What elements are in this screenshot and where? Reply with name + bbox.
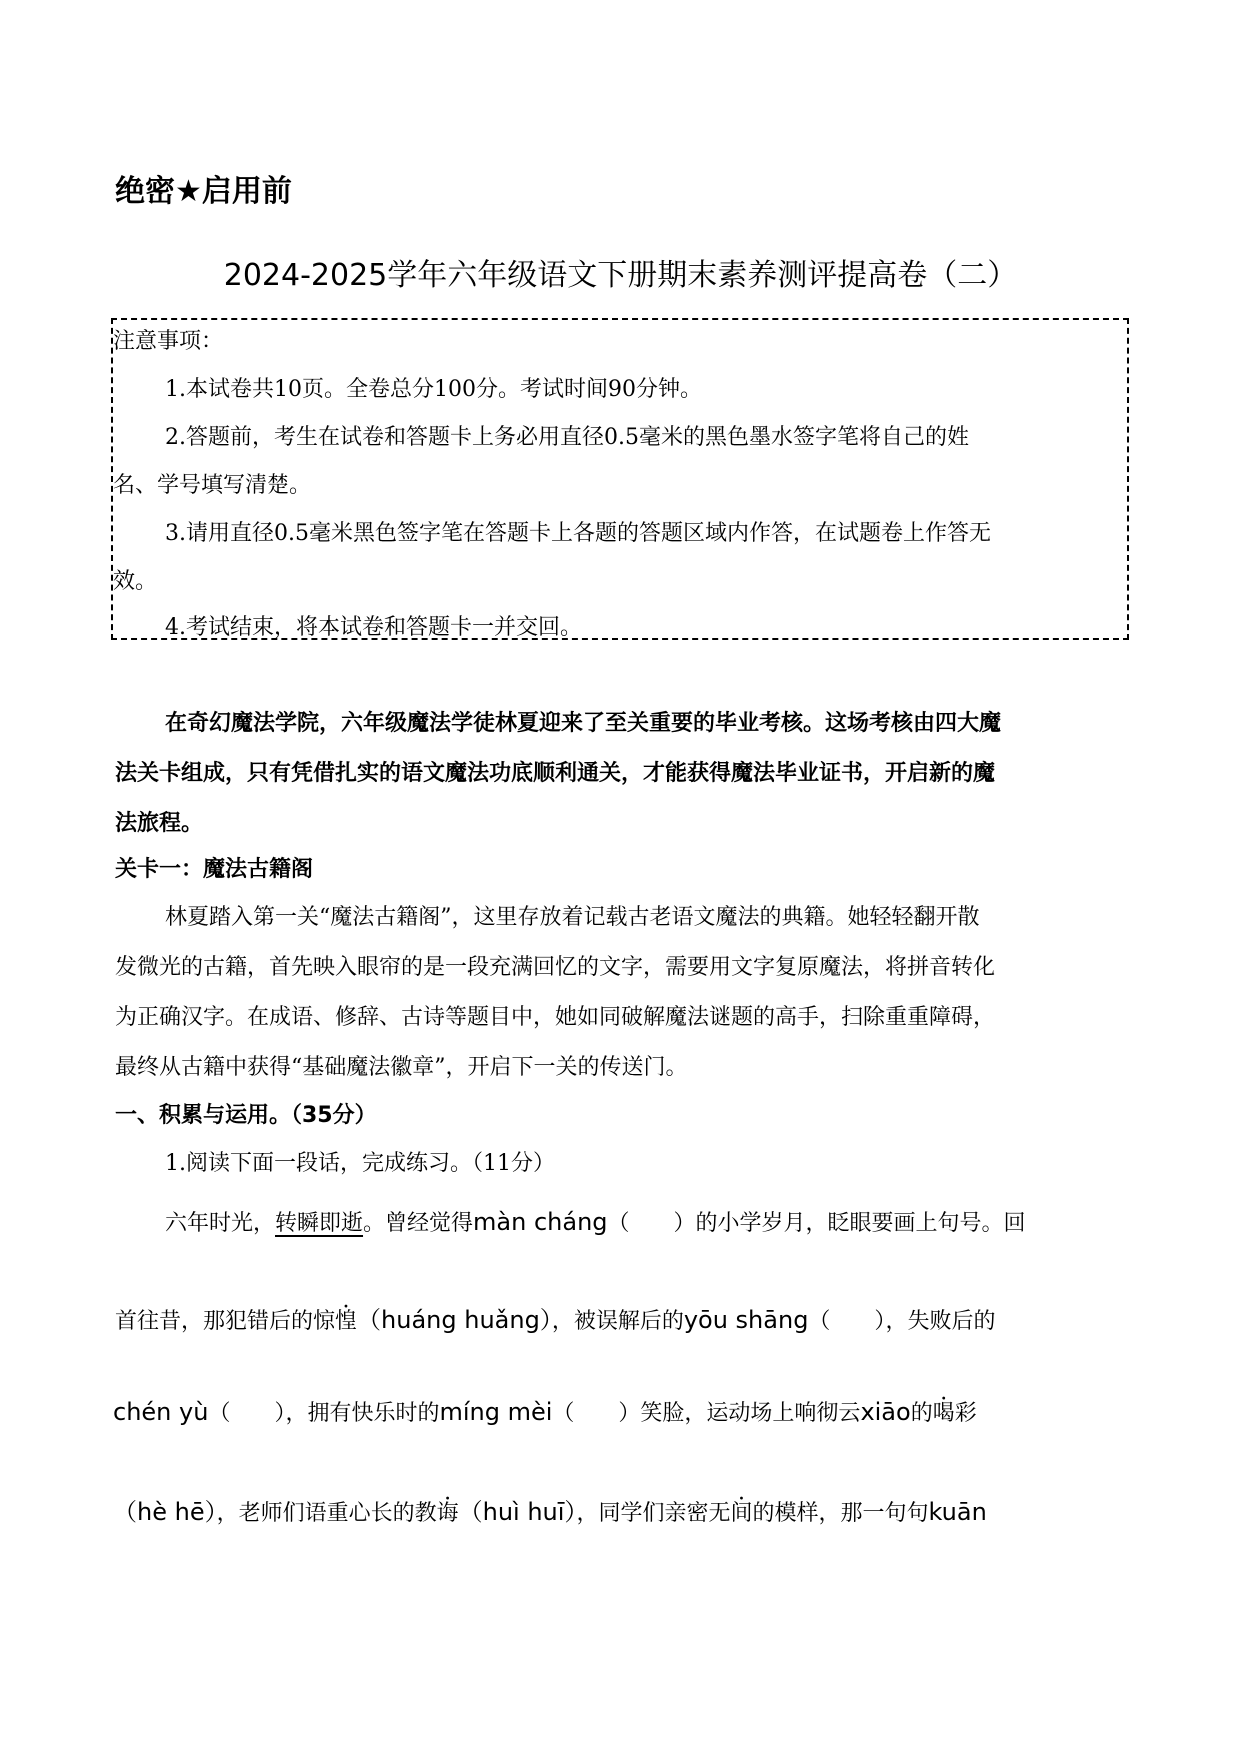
passage-line-1 xyxy=(165,1206,1026,1237)
passage-text: 的小学岁月，眨眼要画上句号。回 xyxy=(695,1211,1026,1236)
intro-line-2: 法关卡组成，只有凭借扎实的语文魔法功底顺利通关，才能获得魔法毕业证书，开启新的魔 xyxy=(115,761,996,786)
level1-heading: 关卡一：魔法古籍阁 xyxy=(115,857,314,882)
pinyin-prompt: màn cháng xyxy=(473,1208,608,1236)
passage-text: ，老师们语重心长的教 xyxy=(216,1501,437,1526)
dotted-character: 惶 xyxy=(335,1309,358,1334)
dotted-character: 间 xyxy=(730,1501,753,1526)
passage-line-2 xyxy=(115,1300,995,1335)
level1-line-3: 为正确汉字。在成语、修辞、古诗等题目中，她如同破解魔法谜题的高手，扫除重重障碍， xyxy=(115,1005,996,1030)
underlined-idiom: 转瞬即逝 xyxy=(275,1211,364,1236)
level1-line-1: 林夏踏入第一关“魔法古籍阁”，这里存放着记载古老语文魔法的典籍。她轻轻翻开散 xyxy=(165,905,980,930)
dotted-character: 喝 xyxy=(932,1401,955,1426)
passage-text: ，被误解后的 xyxy=(551,1309,684,1334)
section1-heading: 一、积累与运用。（35分） xyxy=(115,1103,377,1128)
pinyin-prompt: xiāo xyxy=(860,1398,911,1426)
question-1: 1.阅读下面一段话，完成练习。（11分） xyxy=(165,1151,555,1176)
answer-blank[interactable]: （ ） xyxy=(607,1211,696,1236)
passage-text: 首往昔，那犯错后的惊 xyxy=(115,1309,336,1334)
notice-item-4: 4.考试结束，将本试卷和答题卡一并交回。 xyxy=(165,615,582,640)
answer-blank[interactable]: （ ） xyxy=(808,1309,886,1334)
passage-text: 的 xyxy=(910,1401,933,1426)
pinyin-prompt: míng mèi xyxy=(439,1398,553,1426)
passage-text: ，拥有快乐时的 xyxy=(285,1401,440,1426)
exam-title: 2024-2025学年六年级语文下册期末素养测评提高卷（二） xyxy=(223,258,1018,293)
pinyin-prompt: chén yù xyxy=(113,1398,209,1426)
passage-line-4 xyxy=(113,1492,987,1527)
answer-blank[interactable]: （ ） xyxy=(552,1401,641,1426)
notice-item-3-cont: 效。 xyxy=(113,569,158,594)
intro-line-1: 在奇幻魔法学院，六年级魔法学徒林夏迎来了至关重要的毕业考核。这场考核由四大魔 xyxy=(165,711,1002,736)
notice-item-3: 3.请用直径0.5毫米黑色签字笔在答题卡上各题的答题区域内作答，在试题卷上作答无 xyxy=(165,521,991,546)
passage-text: 笑脸，运动场上响彻云 xyxy=(640,1401,861,1426)
answer-blank[interactable]: （ ） xyxy=(208,1401,286,1426)
passage-text: 彩 xyxy=(954,1401,977,1426)
notice-item-2: 2.答题前，考生在试卷和答题卡上务必用直径0.5毫米的黑色墨水签字笔将自己的姓 xyxy=(165,425,969,450)
confidential-label: 绝密★启用前 xyxy=(115,174,292,209)
pinyin-prompt: yōu shāng xyxy=(683,1306,809,1334)
notice-item-1: 1.本试卷共10页。全卷总分100分。考试时间90分钟。 xyxy=(165,377,702,402)
level1-line-2: 发微光的古籍，首先映入眼帘的是一段充满回忆的文字，需要用文字复原魔法，将拼音转化 xyxy=(115,955,996,980)
pinyin-choice: （huáng huǎng） xyxy=(357,1306,552,1334)
passage-text: 的模样，那一句句 xyxy=(752,1501,929,1526)
passage-line-3 xyxy=(113,1396,977,1427)
notice-heading: 注意事项： xyxy=(113,329,224,354)
dotted-character: 诲 xyxy=(436,1501,459,1526)
passage-text: ，失败后的 xyxy=(885,1309,996,1334)
level1-line-4: 最终从古籍中获得“基础魔法徽章”，开启下一关的传送门。 xyxy=(115,1055,688,1080)
passage-text: 六年时光， xyxy=(165,1211,276,1236)
pinyin-choice: （huì huī） xyxy=(458,1498,577,1526)
notice-item-2-cont: 名、学号填写清楚。 xyxy=(113,473,312,498)
passage-text: ，同学们亲密无 xyxy=(576,1501,731,1526)
pinyin-prompt: kuān xyxy=(928,1498,987,1526)
passage-text: 。曾经觉得 xyxy=(363,1211,474,1236)
intro-line-3: 法旅程。 xyxy=(115,811,204,836)
pinyin-choice: （hè hē） xyxy=(113,1498,217,1526)
